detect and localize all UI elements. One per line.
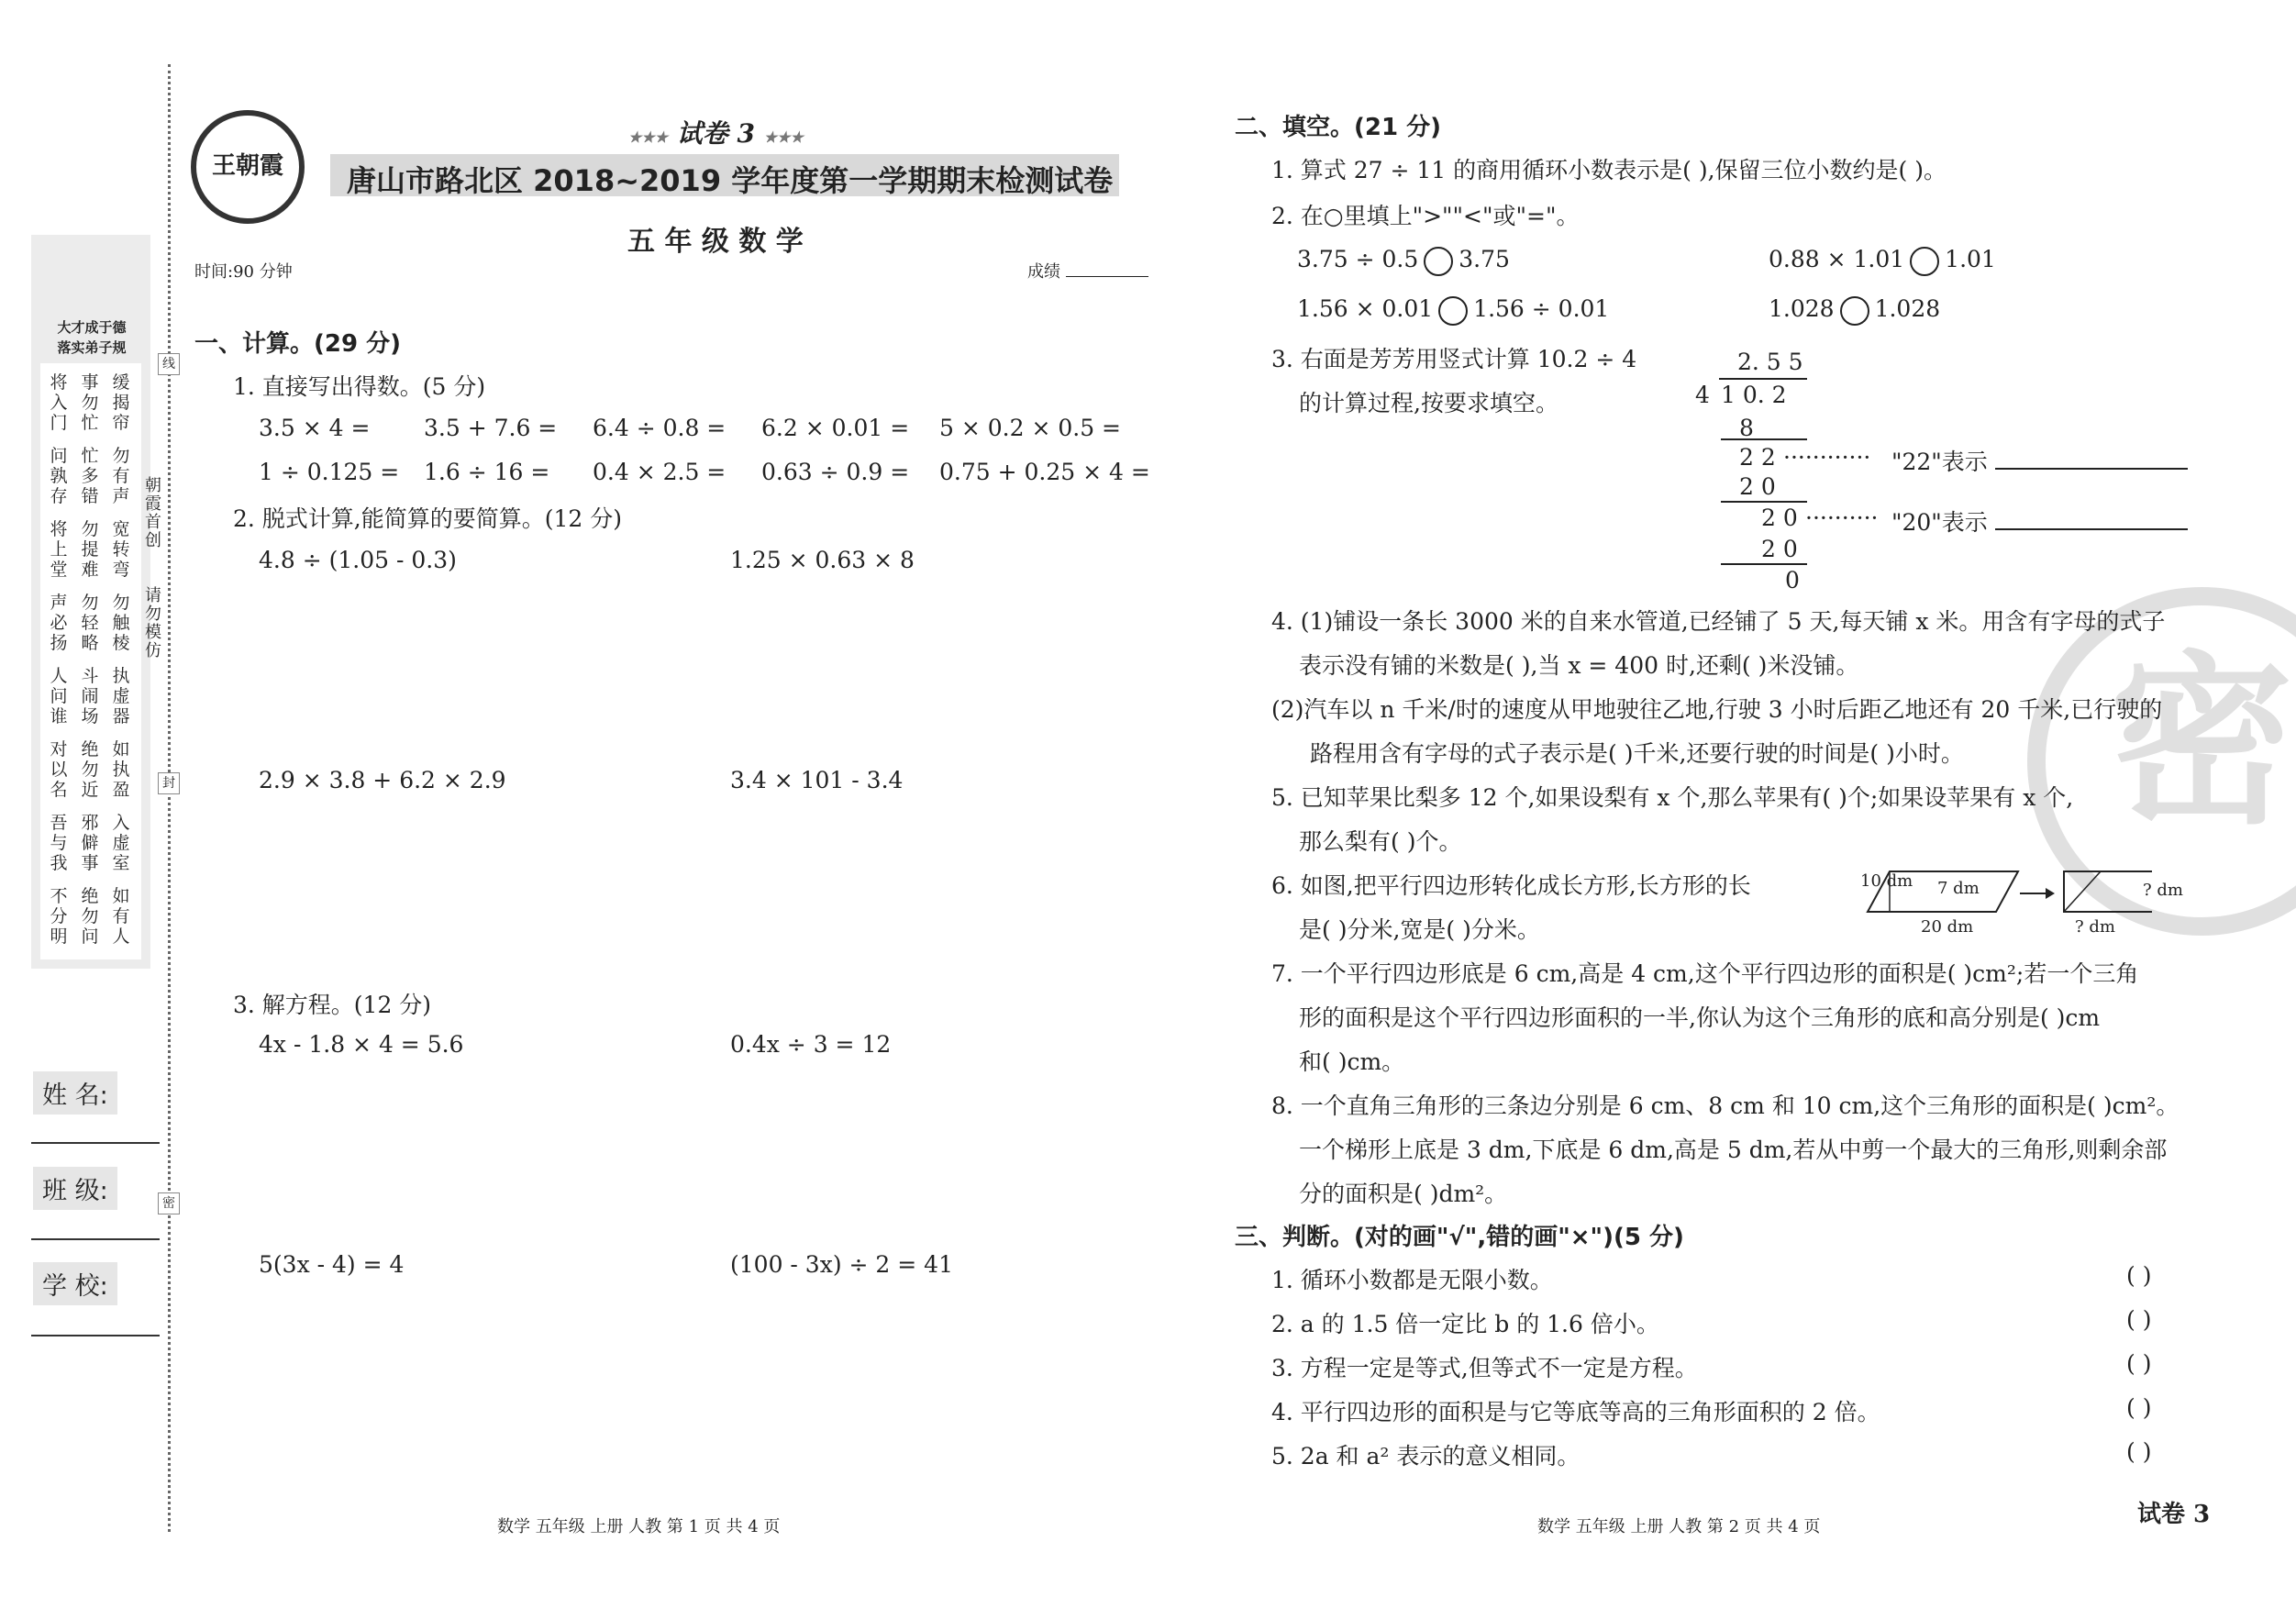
school-label: 学 校: [33, 1262, 117, 1305]
page-1-footer: 数学 五年级 上册 人教 第 1 页 共 4 页 [497, 1517, 781, 1536]
fill-q6-line1: 6. 如图,把平行四边形转化成长方形,长方形的长 [1271, 872, 1751, 899]
compare-4 [1769, 295, 1940, 326]
motto-column: 将入门 [50, 372, 68, 433]
equation-item: (100 - 3x) ÷ 2 = 41 [730, 1251, 953, 1278]
motto-column: 缓揭帘 [112, 372, 130, 433]
motto-column: 勿提难 [81, 519, 99, 580]
fill-q4-line4: 路程用含有字母的式子表示是( )千米,还要行驶的时间是( )小时。 [1310, 740, 1964, 767]
motto-column: 吾与我 [50, 813, 68, 873]
division-divisor: 4 [1695, 382, 1710, 408]
mental-math-item: 0.4 × 2.5 = [593, 459, 727, 485]
division-rule [1721, 438, 1807, 440]
motto-line-2: 落实弟子规 [57, 339, 127, 356]
score-field[interactable] [1066, 276, 1148, 277]
fill-q3-line2: 的计算过程,按要求填空。 [1299, 390, 1558, 416]
school-field[interactable] [31, 1335, 160, 1336]
fig-label: ? dm [2075, 917, 2115, 937]
judge-answer-box[interactable]: ( ) [2126, 1394, 2152, 1421]
compare-left: 1.028 [1769, 295, 1835, 322]
page-title: 唐山市路北区 2018~2019 学年度第一学期期末检测试卷 [347, 163, 1114, 198]
fig-label: 7 dm [1937, 879, 1980, 898]
note-22-field[interactable] [1995, 468, 2188, 470]
compare-right: 3.75 [1459, 246, 1510, 272]
watermark-seal: 密 [2027, 587, 2296, 936]
note-20-field[interactable] [1995, 528, 2188, 530]
calc-item: 4.8 ÷ (1.05 - 0.3) [259, 547, 457, 573]
logo-text: 王朝霞 [211, 152, 283, 180]
compare-right: 1.028 [1874, 295, 1941, 322]
fill-q6-line2: 是( )分米,宽是( )分米。 [1299, 916, 1540, 943]
compare-2 [1769, 246, 1996, 276]
seal-seal: 封 [158, 772, 180, 794]
name-field[interactable] [31, 1142, 160, 1144]
compare-circle[interactable] [1424, 247, 1453, 276]
division-step: 2 0 [1761, 536, 1798, 562]
dotted-leader: ·········· [1805, 505, 1879, 531]
judge-answer-box[interactable]: ( ) [2126, 1438, 2152, 1465]
motto-column: 斗闹场 [81, 666, 99, 726]
fill-q4-line1: 4. (1)铺设一条长 3000 米的自来水管道,已经铺了 5 天,每天铺 x 米。用含有字母的式子 [1271, 608, 2166, 635]
star-icon: ★★★ [763, 128, 804, 146]
motto-line-1: 大才成于德 [57, 319, 127, 336]
calc-item: 2.9 × 3.8 + 6.2 × 2.9 [259, 767, 506, 793]
motto-column: 勿触棱 [112, 593, 130, 653]
series-label [628, 114, 804, 150]
division-rule [1721, 501, 1807, 503]
judge-item: 1. 循环小数都是无限小数。 [1271, 1267, 1553, 1293]
division-step: 2 2 [1739, 444, 1776, 471]
mental-math-item: 0.75 + 0.25 × 4 = [939, 459, 1150, 485]
fill-q7-line3: 和( )cm。 [1299, 1048, 1405, 1075]
mental-math-item: 6.4 ÷ 0.8 = [593, 415, 727, 441]
fill-q8-line3: 分的面积是( )dm²。 [1299, 1181, 1508, 1207]
division-step: 0 [1785, 567, 1800, 593]
division-step: 2 0 [1739, 473, 1776, 500]
motto [42, 317, 141, 358]
fill-q3-line1: 3. 右面是芳芳用竖式计算 10.2 ÷ 4 [1271, 346, 1637, 372]
compare-circle[interactable] [1910, 247, 1939, 276]
equation-item: 0.4x ÷ 3 = 12 [730, 1031, 892, 1058]
score-text: 成绩 [1027, 262, 1060, 282]
mental-math-item: 0.63 ÷ 0.9 = [761, 459, 910, 485]
motto-column: 执虚器 [112, 666, 130, 726]
motto-column: 事勿忙 [81, 372, 99, 433]
division-step: 8 [1739, 415, 1754, 441]
part-1-heading: 1. 直接写出得数。(5 分) [233, 373, 486, 400]
motto-column: 如执盈 [112, 739, 130, 800]
judge-item: 4. 平行四边形的面积是与它等底等高的三角形面积的 2 倍。 [1271, 1399, 1880, 1425]
motto-column: 绝勿近 [81, 739, 99, 800]
class-field[interactable] [31, 1238, 160, 1240]
mental-math-item: 3.5 × 4 = [259, 415, 371, 441]
star-icon: ★★★ [628, 128, 669, 146]
name-label: 姓 名: [33, 1071, 117, 1115]
rectangle-shape [2064, 871, 2152, 912]
fill-q5-line1: 5. 已知苹果比梨多 12 个,如果设梨有 x 个,那么苹果有( )个;如果设苹果有 x 个, [1271, 784, 2074, 811]
motto-column: 邪僻事 [81, 813, 99, 873]
motto-column: 勿轻略 [81, 593, 99, 653]
judge-item: 2. a 的 1.5 倍一定比 b 的 1.6 倍小。 [1271, 1311, 1659, 1337]
motto-column: 问孰存 [50, 446, 68, 506]
score-label [1027, 259, 1148, 283]
division-bar [1719, 378, 1807, 380]
class-label: 班 级: [33, 1167, 117, 1210]
fig-label: 10 dm [1860, 871, 1913, 891]
note-22-label: "22"表示 [1891, 449, 1988, 475]
fill-q1: 1. 算式 27 ÷ 11 的商用循环小数表示是( ),保留三位小数约是( )。 [1271, 157, 1947, 183]
motto-column: 宽转弯 [112, 519, 130, 580]
judge-item: 3. 方程一定是等式,但等式不一定是方程。 [1271, 1355, 1698, 1381]
section-3-heading: 三、判断。(对的画"√",错的画"×")(5 分) [1235, 1224, 1684, 1251]
fill-q8-line1: 8. 一个直角三角形的三条边分别是 6 cm、8 cm 和 10 cm,这个三角形的面积是( )cm²。 [1271, 1092, 2180, 1119]
compare-circle[interactable] [1438, 296, 1468, 326]
fig-label: ? dm [2143, 881, 2183, 900]
corner-series-label: 试卷 3 [2137, 1501, 2211, 1528]
dotted-leader: ············ [1783, 444, 1871, 471]
motto-column: 勿有声 [112, 446, 130, 506]
mental-math-item: 5 × 0.2 × 0.5 = [939, 415, 1121, 441]
time-limit: 时间:90 分钟 [194, 262, 293, 282]
compare-1 [1297, 246, 1510, 276]
fill-q7-line2: 形的面积是这个平行四边形面积的一半,你认为这个三角形的底和高分别是( )cm [1299, 1004, 2101, 1031]
compare-left: 0.88 × 1.01 [1769, 246, 1905, 272]
fill-q7-line1: 7. 一个平行四边形底是 6 cm,高是 4 cm,这个平行四边形的面积是( )cm²;若一个三角 [1271, 960, 2139, 987]
seal-line: 线 [158, 353, 180, 375]
side-note-2: 请勿模仿 [145, 586, 161, 660]
compare-right: 1.56 ÷ 0.01 [1473, 295, 1610, 322]
compare-right: 1.01 [1945, 246, 1996, 272]
note-20-label: "20"表示 [1891, 509, 1988, 536]
division-quotient: 2. 5 5 [1737, 349, 1803, 375]
note-22 [1891, 444, 2188, 477]
judge-answer-box[interactable]: ( ) [2126, 1306, 2152, 1333]
motto-column: 对以名 [50, 739, 68, 800]
compare-3 [1297, 295, 1609, 326]
compare-left: 1.56 × 0.01 [1297, 295, 1434, 322]
calc-item: 3.4 × 101 - 3.4 [730, 767, 904, 793]
motto-columns [40, 363, 141, 959]
sidebar-motto-panel [31, 235, 150, 969]
binding-dotted-line [168, 64, 171, 1532]
mental-math-item: 6.2 × 0.01 = [761, 415, 910, 441]
compare-circle[interactable] [1840, 296, 1869, 326]
division-dividend: 1 0. 2 [1721, 382, 1787, 408]
judge-item: 5. 2a 和 a² 表示的意义相同。 [1271, 1443, 1581, 1469]
motto-column: 如有人 [112, 886, 130, 947]
note-20 [1891, 505, 2188, 538]
division-rule [1721, 563, 1807, 565]
part-2-heading: 2. 脱式计算,能简算的要简算。(12 分) [233, 505, 623, 532]
motto-column: 将上堂 [50, 519, 68, 580]
motto-column: 绝勿问 [81, 886, 99, 947]
fill-q4-line2: 表示没有铺的米数是( ),当 x = 400 时,还剩( )米没铺。 [1299, 652, 1859, 679]
cut-line [2064, 871, 2101, 912]
page-2-footer: 数学 五年级 上册 人教 第 2 页 共 4 页 [1537, 1517, 1821, 1536]
fill-q8-line2: 一个梯形上底是 3 dm,下底是 6 dm,高是 5 dm,若从中剪一个最大的三角形,则剩余部 [1299, 1137, 2168, 1163]
fill-q4-line3: (2)汽车以 n 千米/时的速度从甲地驶往乙地,行驶 3 小时后距乙地还有 20 千米,已行驶的 [1271, 696, 2163, 723]
seal-secret: 密 [158, 1192, 180, 1214]
mental-math-item: 1.6 ÷ 16 = [424, 459, 550, 485]
judge-answer-box[interactable]: ( ) [2126, 1350, 2152, 1377]
section-2-heading: 二、填空。(21 分) [1235, 114, 1441, 141]
motto-column: 入虚室 [112, 813, 130, 873]
division-step: 2 0 [1761, 505, 1798, 531]
series-name: 试卷 [676, 118, 728, 149]
mental-math-item: 3.5 + 7.6 = [424, 415, 558, 441]
judge-answer-box[interactable]: ( ) [2126, 1262, 2152, 1289]
mental-math-item: 1 ÷ 0.125 = [259, 459, 400, 485]
motto-column: 人问谁 [50, 666, 68, 726]
arrow-icon [2046, 888, 2055, 899]
motto-column: 不分明 [50, 886, 68, 947]
equation-item: 4x - 1.8 × 4 = 5.6 [259, 1031, 464, 1058]
fill-q2: 2. 在○里填上">""<"或"="。 [1271, 203, 1580, 229]
section-1-heading: 一、计算。(29 分) [194, 330, 401, 358]
calc-item: 1.25 × 0.63 × 8 [730, 547, 915, 573]
fill-q5-line2: 那么梨有( )个。 [1299, 828, 1462, 855]
series-number: 3 [737, 118, 756, 149]
fig-label: 20 dm [1921, 917, 1974, 937]
side-note-1: 朝霞首创 [145, 476, 161, 550]
part-3-heading: 3. 解方程。(12 分) [233, 992, 432, 1018]
motto-column: 忙多错 [81, 446, 99, 506]
motto-column: 声必扬 [50, 593, 68, 653]
equation-item: 5(3x - 4) = 4 [259, 1251, 405, 1278]
subject-title: 五 年 级 数 学 [627, 226, 804, 258]
compare-left: 3.75 ÷ 0.5 [1297, 246, 1419, 272]
publisher-logo [191, 110, 305, 224]
